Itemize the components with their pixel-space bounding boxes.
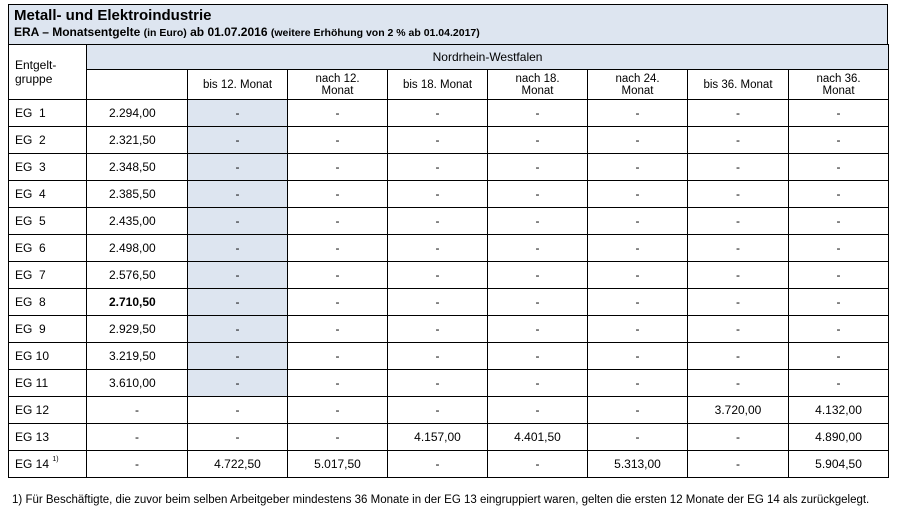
value-cell: -: [789, 100, 889, 127]
value-cell: -: [288, 154, 388, 181]
value-cell: -: [488, 262, 588, 289]
table-row: [9, 235, 889, 262]
value-cell: 2.435,00: [87, 208, 188, 235]
column-header-label: bis 36. Monat: [703, 78, 773, 91]
value-cell: -: [87, 424, 188, 451]
value-cell: -: [288, 343, 388, 370]
value-cell: -: [388, 397, 488, 424]
value-cell: 2.385,50: [87, 181, 188, 208]
value-cell: -: [789, 208, 889, 235]
value-cell: -: [288, 424, 388, 451]
group-cell: [9, 370, 87, 397]
title-box: [8, 4, 888, 44]
column-header-5: [588, 70, 688, 100]
value-cell: -: [588, 343, 688, 370]
value-cell: 2.321,50: [87, 127, 188, 154]
table-body: [9, 100, 889, 478]
value-cell: -: [688, 289, 789, 316]
subtitle-main: ERA – Monatsentgelte: [14, 25, 141, 39]
group-cell: [9, 343, 87, 370]
table-row: [9, 451, 889, 478]
table-row: [9, 343, 889, 370]
table-row: [9, 154, 889, 181]
value-cell: -: [388, 208, 488, 235]
value-cell: -: [188, 343, 288, 370]
value-cell: -: [188, 316, 288, 343]
value-cell: -: [388, 451, 488, 478]
value-cell: -: [388, 235, 488, 262]
value-cell: 3.720,00: [688, 397, 789, 424]
value-cell: -: [789, 127, 889, 154]
group-label: EG 14: [15, 457, 50, 471]
value-cell: -: [488, 316, 588, 343]
value-cell: -: [789, 262, 889, 289]
table-row: [9, 127, 889, 154]
value-cell: -: [488, 235, 588, 262]
value-cell: -: [288, 370, 388, 397]
column-header-4: [488, 70, 588, 100]
group-cell: [9, 127, 87, 154]
value-cell: 2.710,50: [87, 289, 188, 316]
group-label: EG 3: [15, 160, 46, 174]
value-cell: -: [588, 370, 688, 397]
subtitle-note: (weitere Erhöhung von 2 % ab 01.04.2017): [270, 27, 480, 39]
value-cell: -: [288, 397, 388, 424]
value-cell: -: [588, 235, 688, 262]
salary-table: [8, 44, 889, 478]
value-cell: -: [388, 289, 488, 316]
group-cell: [9, 289, 87, 316]
value-cell: -: [488, 343, 588, 370]
group-cell: [9, 316, 87, 343]
value-cell: 2.294,00: [87, 100, 188, 127]
value-cell: -: [588, 208, 688, 235]
value-cell: -: [488, 451, 588, 478]
value-cell: 3.219,50: [87, 343, 188, 370]
value-cell: -: [288, 181, 388, 208]
table-row: [9, 397, 889, 424]
group-cell: [9, 262, 87, 289]
value-cell: -: [688, 370, 789, 397]
value-cell: -: [188, 235, 288, 262]
value-cell: -: [488, 397, 588, 424]
value-cell: -: [288, 289, 388, 316]
group-cell: [9, 424, 87, 451]
subtitle-unit: (in Euro): [143, 27, 187, 39]
column-header-7: [789, 70, 889, 100]
value-cell: -: [688, 100, 789, 127]
value-cell: -: [488, 289, 588, 316]
value-cell: -: [588, 316, 688, 343]
value-cell: -: [789, 154, 889, 181]
table-row: [9, 262, 889, 289]
value-cell: 4.890,00: [789, 424, 889, 451]
value-cell: -: [488, 370, 588, 397]
value-cell: 4.132,00: [789, 397, 889, 424]
value-cell: -: [388, 154, 488, 181]
value-cell: -: [588, 397, 688, 424]
value-cell: -: [388, 370, 488, 397]
value-cell: 2.576,50: [87, 262, 188, 289]
value-cell: -: [388, 343, 488, 370]
value-cell: -: [688, 424, 789, 451]
value-cell: -: [388, 262, 488, 289]
value-cell: -: [188, 289, 288, 316]
group-cell: [9, 397, 87, 424]
column-header-6: [688, 70, 789, 100]
group-label: EG 13: [15, 430, 50, 444]
value-cell: -: [789, 289, 889, 316]
page-title: Metall- und Elektroindustrie: [14, 7, 212, 24]
value-cell: -: [488, 100, 588, 127]
value-cell: -: [588, 100, 688, 127]
value-cell: -: [688, 154, 789, 181]
group-label: EG 9: [15, 322, 46, 336]
value-cell: 4.401,50: [488, 424, 588, 451]
table-row: [9, 316, 889, 343]
value-cell: -: [789, 181, 889, 208]
value-cell: -: [588, 424, 688, 451]
group-label: EG 2: [15, 133, 46, 147]
value-cell: -: [588, 127, 688, 154]
footnote: [12, 494, 892, 507]
group-label: EG 11: [15, 376, 49, 390]
group-label: EG 12: [15, 403, 50, 417]
group-label: EG 1: [15, 106, 46, 120]
group-cell: [9, 235, 87, 262]
page-subtitle: [14, 24, 887, 42]
value-cell: -: [688, 181, 789, 208]
value-cell: -: [688, 235, 789, 262]
value-cell: -: [87, 451, 188, 478]
value-cell: -: [789, 316, 889, 343]
group-cell: [9, 154, 87, 181]
value-cell: -: [288, 262, 388, 289]
group-label: EG 10: [15, 349, 50, 363]
footnote-mark: 1): [12, 494, 23, 506]
column-header-0: [87, 70, 188, 100]
value-cell: -: [488, 127, 588, 154]
value-cell: -: [789, 235, 889, 262]
group-label: EG 5: [15, 214, 46, 228]
value-cell: -: [388, 100, 488, 127]
value-cell: -: [288, 127, 388, 154]
value-cell: -: [488, 181, 588, 208]
value-cell: -: [188, 208, 288, 235]
column-header-label: nach 12. Monat: [315, 72, 360, 97]
group-cell: [9, 100, 87, 127]
column-header-label: bis 18. Monat: [402, 78, 473, 91]
subtitle-date: ab 01.07.2016: [190, 25, 268, 39]
value-cell: -: [588, 154, 688, 181]
column-header-3: [388, 70, 488, 100]
column-header-label: nach 24. Monat: [615, 72, 660, 97]
value-cell: -: [688, 451, 789, 478]
value-cell: -: [588, 289, 688, 316]
table-row: [9, 208, 889, 235]
column-header-1: [188, 70, 288, 100]
value-cell: 5.904,50: [789, 451, 889, 478]
value-cell: -: [488, 208, 588, 235]
value-cell: -: [188, 127, 288, 154]
table-row: [9, 424, 889, 451]
group-label: EG 7: [15, 268, 46, 282]
value-cell: 4.722,50: [188, 451, 288, 478]
value-cell: -: [388, 127, 488, 154]
column-header-label: bis 12. Monat: [202, 78, 273, 91]
value-cell: 4.157,00: [388, 424, 488, 451]
value-cell: -: [789, 343, 889, 370]
value-cell: 5.313,00: [588, 451, 688, 478]
value-cell: -: [188, 424, 288, 451]
group-label: EG 8: [15, 295, 46, 309]
column-header-label: nach 36. Monat: [816, 72, 861, 97]
value-cell: -: [688, 127, 789, 154]
footnote-text: Für Beschäftigte, die zuvor beim selben Arbeitgeber mindestens 36 Monate in der EG 13 eingruppiert waren, gelten die ersten 12 Monate der EG 14 als zurückgelegt.: [25, 494, 870, 506]
group-header-cell: [9, 45, 87, 100]
region-header: Nordrhein-Westfalen: [87, 45, 889, 70]
value-cell: -: [688, 343, 789, 370]
value-cell: -: [688, 316, 789, 343]
value-cell: -: [789, 370, 889, 397]
value-cell: -: [87, 397, 188, 424]
value-cell: 2.348,50: [87, 154, 188, 181]
group-label: EG 4: [15, 187, 46, 201]
group-cell: [9, 181, 87, 208]
value-cell: -: [188, 154, 288, 181]
table-row: [9, 370, 889, 397]
value-cell: -: [688, 262, 789, 289]
value-cell: -: [188, 181, 288, 208]
value-cell: -: [388, 181, 488, 208]
salary-table-document: [8, 4, 888, 478]
footnote-reference: 1): [52, 456, 59, 463]
value-cell: -: [288, 235, 388, 262]
column-header-2: [288, 70, 388, 100]
value-cell: -: [188, 262, 288, 289]
table-row: [9, 289, 889, 316]
value-cell: -: [188, 370, 288, 397]
group-cell: [9, 208, 87, 235]
value-cell: 2.498,00: [87, 235, 188, 262]
value-cell: -: [588, 181, 688, 208]
value-cell: 5.017,50: [288, 451, 388, 478]
value-cell: -: [688, 208, 789, 235]
value-cell: -: [188, 100, 288, 127]
value-cell: -: [188, 397, 288, 424]
column-header-row: [9, 70, 889, 100]
value-cell: -: [488, 154, 588, 181]
value-cell: -: [388, 316, 488, 343]
value-cell: 3.610,00: [87, 370, 188, 397]
value-cell: -: [288, 316, 388, 343]
value-cell: 2.929,50: [87, 316, 188, 343]
group-label: EG 6: [15, 241, 46, 255]
group-header-label: Entgelt-gruppe: [15, 58, 57, 86]
table-row: [9, 181, 889, 208]
column-header-label: nach 18. Monat: [515, 72, 560, 97]
group-cell: [9, 451, 87, 478]
table-row: [9, 100, 889, 127]
value-cell: -: [288, 100, 388, 127]
value-cell: -: [288, 208, 388, 235]
value-cell: -: [588, 262, 688, 289]
